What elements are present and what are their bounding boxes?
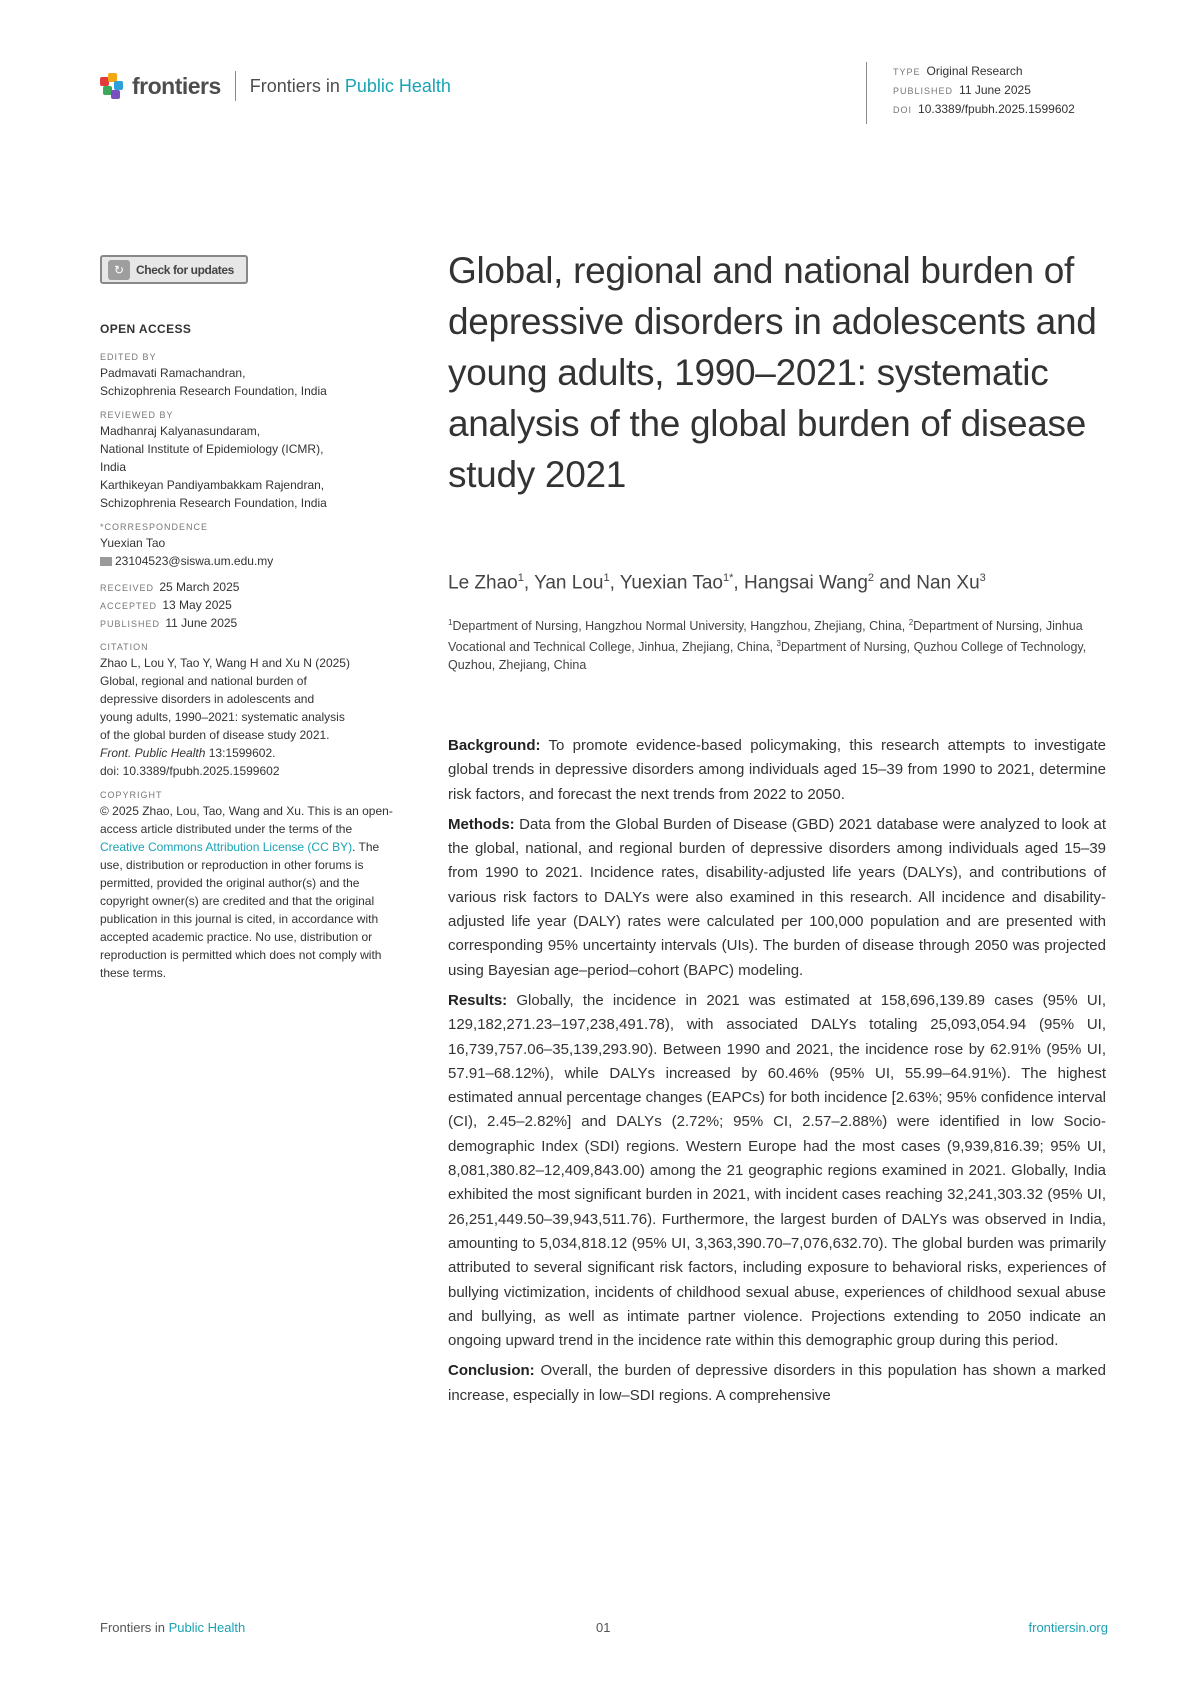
journal-logo[interactable]	[100, 68, 451, 104]
check-for-updates-button[interactable]	[100, 255, 248, 284]
correspondence: *CORRESPONDENCE Yuexian Tao 23104523@siswa.um.edu.my	[100, 520, 400, 570]
article-meta	[866, 62, 1075, 124]
author[interactable]: Le Zhao	[448, 572, 518, 594]
author[interactable]: Yuexian Tao	[619, 572, 723, 594]
mail-icon	[100, 557, 112, 566]
refresh-icon: ↻	[108, 260, 130, 280]
journal-accent: Public Health	[344, 75, 451, 96]
logo-wordmark: frontiers	[132, 72, 221, 99]
sidebar	[100, 322, 400, 990]
abstract-results: Results: Globally, the incidence in 2021 was estimated at 158,696,139.89 cases (95% UI, 129,182,271.23–197,238,491.78), with associated DALYs totaling 25,093,054.94 (95% UI, 16,739,757.06–35,139,293.90). Between 1990 and 2021, the incidence rose by 62.91% (95% UI, 57.91–68.12%), while DALYs increased by 60.46% (95% UI, 55.99–64.91%). The highest estimated annual percentage changes (EAPCs) for both incidence [2.63%; 95% confidence interval (CI), 2.45–2.82%] and DALYs (2.72%; 95% CI, 2.57–2.88%) were identified in low Socio-demographic Index (SDI) regions. Western Europe had the most cases (9,939,816.39; 95% UI, 8,081,380.82–12,409,843.00) among the 21 geographic regions examined in 2021. Globally, India exhibited the most significant burden in 2021, with incident cases reaching 32,241,303.32 (95% UI, 26,251,449.50–39,943,511.76). Furthermore, the largest burden of DALYs was observed in India, amounting to 5,034,818.12 (95% UI, 3,363,390.70–7,076,632.70). The global burden was primarily attributed to several significant risk factors, including exposure to behavioral risks, experiences of bullying victimization, incidents of childhood sexual abuse, experiences of childhood sexual abuse and bullying, as well as intimate partner violence. Projections extending to 2050 indicate an ongoing upward trend in the incidence rate within this demographic group during this period.	[448, 991, 1106, 1350]
cc-by-license-link[interactable]: Creative Commons Attribution License (CC BY)	[100, 840, 353, 854]
abstract-background: Background: To promote evidence-based policymaking, this research attempts to investigate global trends in depressive disorders among individuals aged 15–39 from 1990 to 2021, determine risk factors, and forecast the next trends from 2022 to 2050.	[448, 737, 1106, 803]
citation-doi[interactable]: doi: 10.3389/fpubh.2025.1599602	[100, 764, 280, 778]
abstract-methods: Methods: Data from the Global Burden of Disease (GBD) 2021 database were analyzed to look at the global, national, and regional burden of depressive disorders among individuals aged 15–39 from 1990 to 2021. Incidence rates, disability-adjusted life years (DALYs), and contributions of various risk factors to DALYs were also examined in this research. All incidence and disability-adjusted life year (DALY) rates were calculated per 100,000 population and are presented with corresponding 95% uncertainty intervals (UIs). The burden of disease through 2050 was projected using Bayesian age–period–cohort (BAPC) modeling.	[448, 815, 1106, 979]
page-number: 01	[596, 1620, 611, 1635]
journal-prefix: Frontiers in	[249, 75, 340, 96]
logo-divider	[235, 71, 236, 101]
affiliations: $^1$Department of Nursing, Hangzhou Normal University, Hangzhou, Zhejiang, China, $^2$Department of Nursing, Jinhua Vocational and Technical College, Jinhua, Zhejiang, China, $^3$Department of Nursing, Quzhou College of Technology, Quzhou, Zhejiang, China	[448, 618, 1087, 673]
citation: CITATION Zhao L, Lou Y, Tao Y, Wang H and Xu N (2025) Global, regional and national burden of depressive disorders in adolescents and young adults, 1990–2021: systematic analysis of the global burden of disease study 2021. Front. Public Health 13:1599602. doi: 10.3389/fpubh.2025.1599602	[100, 640, 400, 780]
meta-type: TYPE Original Research	[893, 64, 1023, 78]
edited-by: EDITED BY Padmavati Ramachandran, Schizophrenia Research Foundation, India	[100, 352, 327, 398]
frontiers-logo-icon	[100, 73, 126, 99]
author-list: Le Zhao$^1$, Yan Lou$^1$, Yuexian Tao$^{1*}$, Hangsai Wang$^2$ and Nan Xu$^3$	[448, 572, 986, 594]
footer-site-link[interactable]: frontiersin.org	[1028, 1620, 1108, 1635]
footer-journal[interactable]: Frontiers in Public Health	[100, 1620, 246, 1635]
abstract-conclusion: Conclusion: Overall, the burden of depressive disorders in this population has shown a marked increase, especially in low–SDI regions. A comprehensive	[448, 1362, 1106, 1404]
reviewed-by: REVIEWED BY Madhanraj Kalyanasundaram, National Institute of Epidemiology (ICMR), India Karthikeyan Pandiyambakkam Rajendran, Schizophrenia Research Foundation, India	[100, 410, 327, 510]
journal-name	[250, 76, 451, 97]
open-access-label: OPEN ACCESS	[100, 322, 192, 336]
author[interactable]: Hangsai Wang	[743, 572, 868, 594]
author[interactable]: Yan Lou	[534, 572, 604, 594]
article-title: Global, regional and national burden of depressive disorders in adolescents and young adults, 1990–2021: systematic analysis of the global burden of disease study 2021	[448, 250, 1097, 495]
meta-doi[interactable]: DOI 10.3389/fpubh.2025.1599602	[893, 102, 1075, 116]
meta-published: PUBLISHED 11 June 2025	[893, 83, 1031, 97]
copyright: COPYRIGHT © 2025 Zhao, Lou, Tao, Wang and Xu. This is an open-access article distributed under the terms of the Creative Commons Attribution License (CC BY). The use, distribution or reproduction in other forums is permitted, provided the original author(s) and the copyright owner(s) are credited and that the original publication in this journal is cited, in accordance with accepted academic practice. No use, distribution or reproduction is permitted which does not comply with these terms.	[100, 790, 393, 980]
check-updates-label: Check for updates	[136, 262, 234, 277]
correspondence-email[interactable]: 23104523@siswa.um.edu.my	[100, 552, 400, 570]
dates: RECEIVED 25 March 2025 ACCEPTED 13 May 2025 PUBLISHED 11 June 2025	[100, 580, 240, 630]
author[interactable]: Nan Xu	[916, 572, 980, 594]
abstract	[448, 734, 1106, 1414]
